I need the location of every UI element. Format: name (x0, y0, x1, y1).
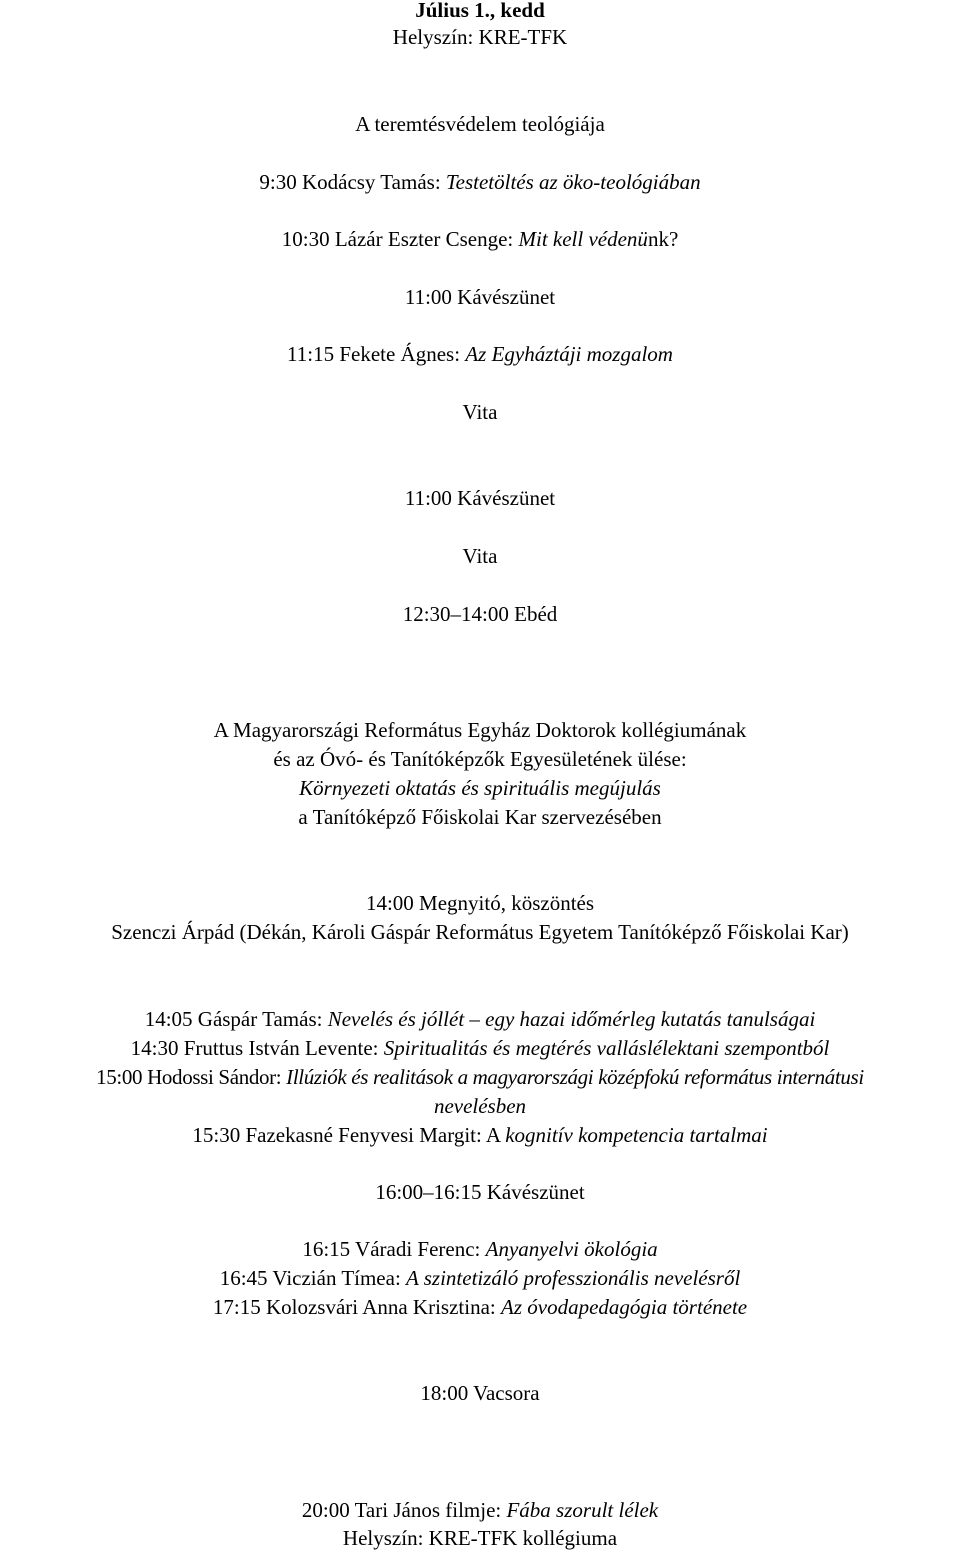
talk-title-continuation: nevelésben (433, 1094, 527, 1118)
item-title: Az Egyháztáji mozgalom (465, 342, 673, 366)
day-heading (0, 0, 960, 25)
weekday-label: , kedd (489, 0, 545, 22)
date-label: Július 1. (415, 0, 490, 22)
dinner: 18:00 Vacsora (420, 1381, 540, 1405)
item-speaker: Fekete Ágnes: (339, 342, 466, 366)
talk-title: Illúziók és realitások a magyarországi középfokú református internátusi (286, 1065, 864, 1089)
talk-title: Spiritualitás és megtérés valláslélektani szempontból (383, 1036, 830, 1060)
item-time: 9:30 (259, 170, 297, 194)
discussion: Vita (462, 400, 498, 424)
film-item (0, 1496, 960, 1525)
session-line: A Magyarországi Református Egyház Doktorok kollégiumának (213, 718, 747, 742)
talk-item (0, 1235, 960, 1264)
venue-line: Helyszín: KRE-TFK (392, 25, 568, 49)
opening-speaker: Szenczi Árpád (Dékán, Károli Gáspár Református Egyetem Tanítóképző Főiskolai Kar) (111, 920, 849, 944)
film-venue: Helyszín: KRE-TFK kollégiuma (342, 1526, 618, 1550)
coffee-break: 11:00 Kávészünet (404, 285, 556, 309)
item-title: Mit kell védenü (518, 227, 648, 251)
schedule-item (0, 340, 960, 369)
opening-line: 14:00 Megnyitó, köszöntés (365, 891, 595, 915)
session-line: a Tanítóképző Főiskolai Kar szervezésében (298, 805, 662, 829)
talk-item (0, 1034, 960, 1063)
schedule-item (0, 225, 960, 254)
talk-title: Nevelés és jóllét – egy hazai időmérleg kutatás tanulságai (327, 1007, 816, 1031)
talk-title: A szintetizáló professzionális nevelésről (406, 1266, 741, 1290)
schedule-item (0, 168, 960, 197)
film-speaker: 20:00 Tari János filmje: (301, 1498, 507, 1522)
talk-item (0, 1293, 960, 1322)
talk-item (0, 1063, 960, 1092)
talk-speaker: 14:30 Fruttus István Levente: (130, 1036, 384, 1060)
talk-speaker: 15:00 Hodossi Sándor: (96, 1065, 287, 1089)
talk-item (0, 1121, 960, 1150)
item-title-tail: nk? (647, 227, 679, 251)
talk-title: kognitív kompetencia tartalmai (505, 1123, 768, 1147)
coffee-break: 16:00–16:15 Kávészünet (375, 1180, 585, 1204)
session-theme: Környezeti oktatás és spirituális megújulás (299, 776, 661, 800)
item-time: 10:30 (281, 227, 330, 251)
talk-item (0, 1005, 960, 1034)
talk-speaker: 16:45 Viczián Tímea: (219, 1266, 407, 1290)
item-title: Testetöltés az öko-teológiában (445, 170, 701, 194)
section-title: A teremtésvédelem teológiája (355, 112, 605, 136)
talk-title: Az óvodapedagógia története (501, 1295, 748, 1319)
session-line: és az Óvó- és Tanítóképzők Egyesületének ülése: (273, 747, 687, 771)
item-speaker: Kodácsy Tamás: (301, 170, 446, 194)
talk-title: Anyanyelvi ökológia (485, 1237, 658, 1261)
item-time: 11:15 (287, 342, 335, 366)
coffee-break: 11:00 Kávészünet (404, 486, 556, 510)
lunch-break: 12:30–14:00 Ebéd (402, 602, 558, 626)
talk-speaker: 15:30 Fazekasné Fenyvesi Margit: A (192, 1123, 506, 1147)
talk-speaker: 16:15 Váradi Ferenc: (302, 1237, 486, 1261)
talk-item (0, 1264, 960, 1293)
film-title: Fába szorult lélek (506, 1498, 659, 1522)
item-speaker: Lázár Eszter Csenge: (334, 227, 519, 251)
talk-speaker: 14:05 Gáspár Tamás: (144, 1007, 328, 1031)
discussion: Vita (462, 544, 498, 568)
talk-speaker: 17:15 Kolozsvári Anna Krisztina: (212, 1295, 501, 1319)
